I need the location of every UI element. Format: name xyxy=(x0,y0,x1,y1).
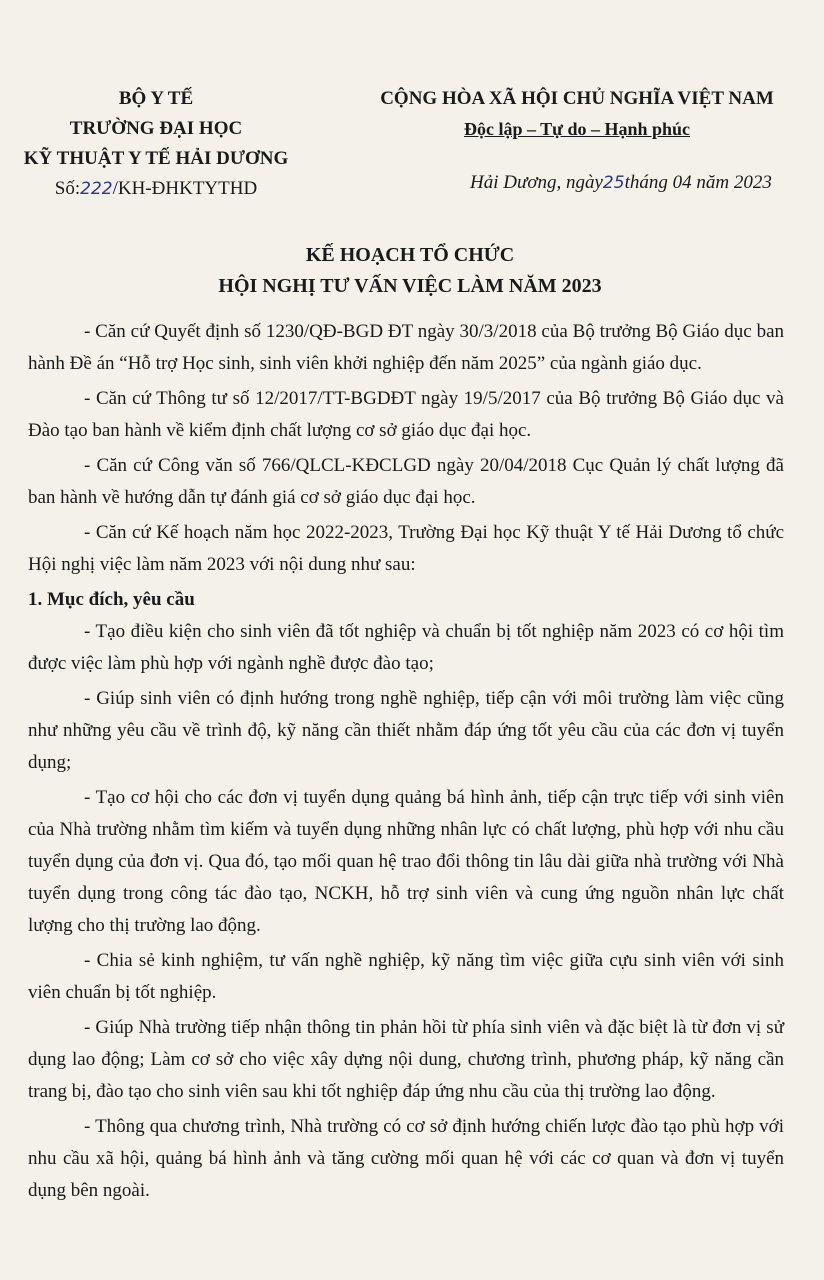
document-number xyxy=(6,174,306,204)
ministry-name: BỘ Y TẾ xyxy=(118,88,194,109)
number-prefix: Số: xyxy=(54,178,81,199)
date-prefix: Hải Dương, ngày xyxy=(470,172,603,193)
date-rest: tháng 04 năm 2023 xyxy=(624,172,772,193)
purpose-item: - Tạo điều kiện cho sinh viên đã tốt nghiệp và chuẩn bị tốt nghiệp năm 2023 có cơ hội tìm được việc làm phù hợp với ngành nghề được đào tạo; xyxy=(28,621,784,674)
title-line1: KẾ HOẠCH TỔ CHỨC xyxy=(305,244,515,266)
purpose-item: - Giúp Nhà trường tiếp nhận thông tin phản hồi từ phía sinh viên và đặc biệt là từ đơn vị sử dụng lao động; Làm cơ sở cho việc xây dựng nội dung, chương trình, phương pháp, kỹ năng cần trang bị, đào tạo cho sinh viên sau khi tốt nghiệp đáp ứng nhu cầu của thị trường lao động. xyxy=(28,1017,784,1102)
document-title xyxy=(100,240,720,302)
national-header xyxy=(342,84,812,144)
purpose-item: - Thông qua chương trình, Nhà trường có cơ sở định hướng chiến lược đào tạo phù hợp với nhu cầu xã hội, quảng bá hình ảnh và tăng cường mối quan hệ với các cơ quan và đơn vị tuyển dụng bên ngoài. xyxy=(28,1116,784,1201)
school-name-line2: KỸ THUẬT Y TẾ HẢI DƯƠNG xyxy=(23,148,289,169)
purpose-item: - Giúp sinh viên có định hướng trong nghề nghiệp, tiếp cận với môi trường làm việc cũng như những yêu cầu về trình độ, kỹ năng cần thiết nhằm đáp ứng tốt yêu cầu của các đơn vị tuyển dụng; xyxy=(28,688,784,773)
document-body xyxy=(28,316,784,1210)
section-heading: 1. Mục đích, yêu cầu xyxy=(28,589,195,610)
basis-paragraph: - Căn cứ Công văn số 766/QLCL-KĐCLGD ngày 20/04/2018 Cục Quản lý chất lượng đã ban hành về hướng dẫn tự đánh giá cơ sở giáo dục đại học. xyxy=(28,455,784,508)
place-date-line xyxy=(470,172,810,194)
handwritten-day: 25 xyxy=(602,173,625,193)
national-motto: Độc lập – Tự do – Hạnh phúc xyxy=(463,119,691,139)
basis-paragraph: - Căn cứ Thông tư số 12/2017/TT-BGDĐT ngày 19/5/2017 của Bộ trưởng Bộ Giáo dục và Đào tạo ban hành về kiểm định chất lượng cơ sở giáo dục đại học. xyxy=(28,388,784,441)
number-suffix: /KH-ĐHKTYTHD xyxy=(112,178,258,199)
school-name-line1: TRƯỜNG ĐẠI HỌC xyxy=(69,118,243,139)
basis-paragraph: - Căn cứ Quyết định số 1230/QĐ-BGD ĐT ngày 30/3/2018 của Bộ trưởng Bộ Giáo dục ban hành Đề án “Hỗ trợ Học sinh, sinh viên khởi nghiệp đến năm 2025” của ngành giáo dục. xyxy=(28,321,784,374)
purpose-item: - Chia sẻ kinh nghiệm, tư vấn nghề nghiệp, kỹ năng tìm việc giữa cựu sinh viên với sinh viên chuẩn bị tốt nghiệp. xyxy=(28,950,784,1003)
republic-name: CỘNG HÒA XÃ HỘI CHỦ NGHĨA VIỆT NAM xyxy=(380,88,774,109)
basis-paragraph: - Căn cứ Kế hoạch năm học 2022-2023, Trường Đại học Kỹ thuật Y tế Hải Dương tổ chức Hội nghị việc làm năm 2023 với nội dung như sau: xyxy=(28,522,784,575)
issuing-authority xyxy=(6,84,306,204)
handwritten-number: 222 xyxy=(80,179,113,199)
purpose-item: - Tạo cơ hội cho các đơn vị tuyển dụng quảng bá hình ảnh, tiếp cận trực tiếp với sinh viên của Nhà trường nhằm tìm kiếm và tuyển dụng những nhân lực có chất lượng, phù hợp với nhu cầu tuyển dụng của đơn vị. Qua đó, tạo mối quan hệ trao đổi thông tin lâu dài giữa nhà trường với Nhà tuyển dụng trong công tác đào tạo, NCKH, hỗ trợ sinh viên và cung ứng nguồn nhân lực chất lượng cho thị trường lao động. xyxy=(28,787,784,936)
title-line2: HỘI NGHỊ TƯ VẤN VIỆC LÀM NĂM 2023 xyxy=(218,275,602,297)
